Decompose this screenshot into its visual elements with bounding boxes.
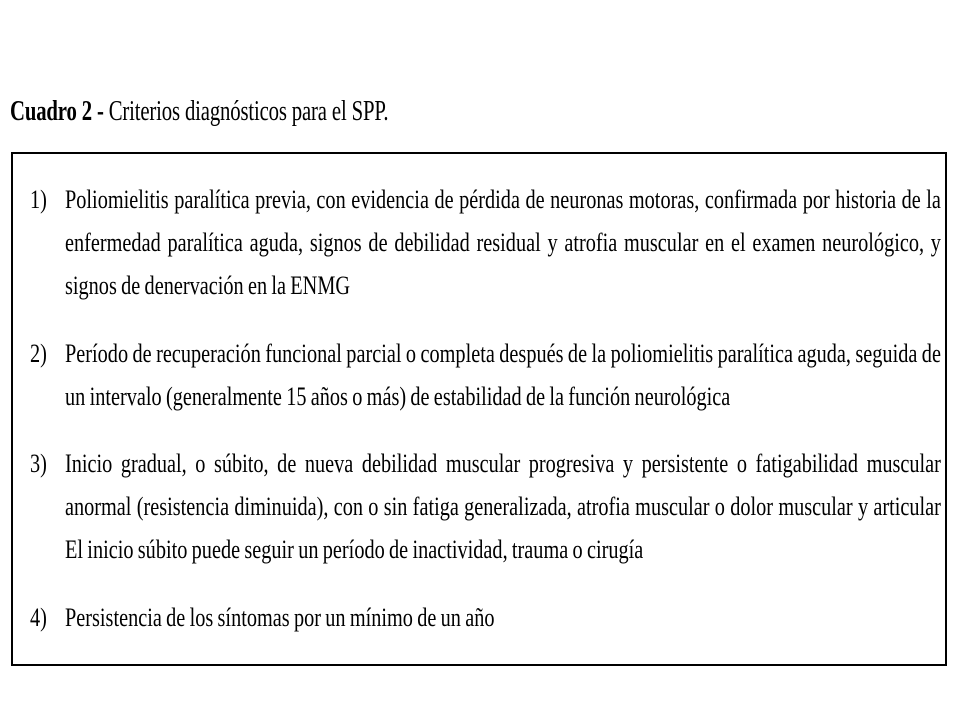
criterion-number: 2) [30, 339, 47, 368]
criterion-text: Poliomielitis paralítica previa, con evidencia de pérdida de neuronas motoras, confirmada por historia de la enfermedad paralítica aguda, signos de debilidad residual y atrofia muscular en el examen neurológico, y signos de denervación en la ENMG [65, 185, 941, 300]
caption-text: Criterios diagnósticos para el SPP. [108, 96, 389, 127]
criterion-text: Persistencia de los síntomas por un mínimo de un año [65, 603, 495, 632]
criterion-text: Inicio gradual, o súbito, de nueva debilidad muscular progresiva y persistente o fatigabilidad muscular anormal (resistencia diminuida), con o sin fatiga generalizada, atrofia muscular o dolor muscular y articular El inicio súbito puede seguir un período de inactividad, trauma o cirugía [65, 449, 941, 564]
table-caption [10, 94, 388, 130]
criterion-number: 4) [30, 603, 47, 632]
criteria-box [11, 152, 947, 666]
caption-label: Cuadro 2 - [10, 96, 104, 127]
criterion-number: 3) [30, 449, 47, 478]
criterion-number: 1) [30, 185, 47, 214]
criterion-text: Período de recuperación funcional parcial o completa después de la poliomielitis paralítica aguda, seguida de un intervalo (generalmente 15 años o más) de estabilidad de la función neurológica [65, 339, 941, 411]
